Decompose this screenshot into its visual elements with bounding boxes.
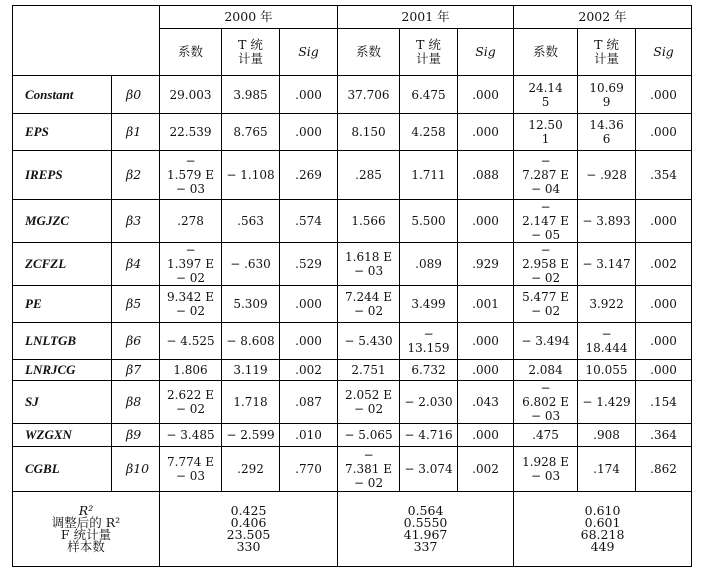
beta-symbol: β4 (112, 243, 160, 286)
sig-value: .000 (458, 114, 514, 151)
sig-value: .574 (280, 200, 338, 243)
year-header-row (13, 6, 692, 29)
t-stat-value: .563 (222, 200, 280, 243)
t-stat-value: 3.922 (578, 286, 636, 323)
sig-value: .010 (280, 424, 338, 447)
coef-value: − 2.147 E − 05 (514, 200, 578, 243)
coef-value: 1.618 E − 03 (338, 243, 400, 286)
t-stat-value: 10.055 (578, 360, 636, 381)
table-row (13, 151, 692, 200)
variable-name: WZGXN (13, 424, 112, 447)
corner-cell (13, 6, 160, 76)
sig-value: .002 (458, 447, 514, 492)
t-stat-header: T 统 计量 (578, 29, 636, 76)
t-stat-value: − 2.599 (222, 424, 280, 447)
sig-value: .000 (458, 76, 514, 114)
coef-value: 2.622 E − 02 (160, 381, 222, 424)
sig-value: .000 (636, 323, 692, 360)
beta-symbol: β9 (112, 424, 160, 447)
sig-value: .002 (280, 360, 338, 381)
table-row (13, 323, 692, 360)
coef-value: 1.928 E − 03 (514, 447, 578, 492)
beta-symbol: β7 (112, 360, 160, 381)
sig-value: .000 (636, 76, 692, 114)
sig-value: .000 (636, 200, 692, 243)
t-stat-value: .174 (578, 447, 636, 492)
table-row (13, 200, 692, 243)
t-stat-value: − 1.108 (222, 151, 280, 200)
sig-value: .043 (458, 381, 514, 424)
sig-value: .001 (458, 286, 514, 323)
variable-name: SJ (13, 381, 112, 424)
t-stat-value: 3.119 (222, 360, 280, 381)
year-header-2000: 2000 年 (160, 6, 338, 29)
t-stat-value: 1.718 (222, 381, 280, 424)
coef-value: 9.342 E − 02 (160, 286, 222, 323)
t-stat-value: − 13.159 (400, 323, 458, 360)
sig-value: .000 (458, 360, 514, 381)
beta-symbol: β3 (112, 200, 160, 243)
sig-value: .002 (636, 243, 692, 286)
sig-value: .000 (636, 114, 692, 151)
beta-symbol: β2 (112, 151, 160, 200)
stat-label-f: F 统计量 (60, 527, 112, 542)
variable-name: LNRJCG (13, 360, 112, 381)
stat-label-n: 样本数 (67, 539, 105, 554)
sig-value: .000 (280, 76, 338, 114)
variable-name: ZCFZL (13, 243, 112, 286)
table-row (13, 114, 692, 151)
stat-value: 0.564 (407, 503, 444, 518)
beta-symbol: β1 (112, 114, 160, 151)
coef-value: 12.50 1 (514, 114, 578, 151)
stat-value: 0.406 (230, 515, 267, 530)
table-row (13, 424, 692, 447)
coef-header: 系数 (338, 29, 400, 76)
stat-value: 337 (413, 539, 438, 554)
variable-name: IREPS (13, 151, 112, 200)
stats-labels-cell (13, 492, 160, 567)
beta-symbol: β6 (112, 323, 160, 360)
coef-value: 7.244 E − 02 (338, 286, 400, 323)
t-stat-value: 5.309 (222, 286, 280, 323)
stat-label-adj-r2: 调整后的 R² (51, 515, 121, 530)
coef-value: − 7.287 E − 04 (514, 151, 578, 200)
coef-header: 系数 (514, 29, 578, 76)
sig-value: .000 (458, 424, 514, 447)
stat-value: 0.610 (584, 503, 621, 518)
coef-value: 7.774 E − 03 (160, 447, 222, 492)
sig-value: .000 (458, 200, 514, 243)
t-stat-value: 6.732 (400, 360, 458, 381)
sig-value: .000 (636, 286, 692, 323)
stat-value: 68.218 (580, 527, 625, 542)
table-row (13, 76, 692, 114)
t-stat-value: 10.69 9 (578, 76, 636, 114)
sig-value: .000 (280, 323, 338, 360)
variable-name: Constant (13, 76, 112, 114)
coef-value: .475 (514, 424, 578, 447)
year-header-2002: 2002 年 (514, 6, 692, 29)
coef-value: − 1.579 E − 03 (160, 151, 222, 200)
stat-value: 0.5550 (403, 515, 448, 530)
coef-value: 1.806 (160, 360, 222, 381)
coef-value: 2.084 (514, 360, 578, 381)
coef-header: 系数 (160, 29, 222, 76)
t-stat-value: 4.258 (400, 114, 458, 151)
coef-value: − 5.065 (338, 424, 400, 447)
beta-symbol: β0 (112, 76, 160, 114)
coef-value: 8.150 (338, 114, 400, 151)
stats-2002-cell (514, 492, 692, 567)
sig-value: .088 (458, 151, 514, 200)
coef-value: 2.751 (338, 360, 400, 381)
coef-value: 1.566 (338, 200, 400, 243)
t-stat-value: − 3.893 (578, 200, 636, 243)
coef-value: − 3.485 (160, 424, 222, 447)
stat-value: 330 (236, 539, 261, 554)
coef-value: 5.477 E − 02 (514, 286, 578, 323)
sig-header: Sig (636, 29, 692, 76)
sig-value: .000 (280, 114, 338, 151)
sig-value: .154 (636, 381, 692, 424)
coef-value: 37.706 (338, 76, 400, 114)
t-stat-value: − 3.147 (578, 243, 636, 286)
variable-name: MGJZC (13, 200, 112, 243)
coef-value: 29.003 (160, 76, 222, 114)
table-row (13, 286, 692, 323)
t-stat-value: 3.985 (222, 76, 280, 114)
t-stat-value: 6.475 (400, 76, 458, 114)
sig-value: .354 (636, 151, 692, 200)
t-stat-value: − 3.074 (400, 447, 458, 492)
t-stat-header: T 统 计量 (222, 29, 280, 76)
sig-value: .770 (280, 447, 338, 492)
summary-stats-row (13, 492, 692, 567)
coef-value: 22.539 (160, 114, 222, 151)
coef-value: 2.052 E − 02 (338, 381, 400, 424)
table-row (13, 360, 692, 381)
t-stat-value: − 18.444 (578, 323, 636, 360)
variable-name: EPS (13, 114, 112, 151)
sig-header: Sig (458, 29, 514, 76)
coef-value: − 3.494 (514, 323, 578, 360)
stat-value: 449 (590, 539, 615, 554)
table-row (13, 447, 692, 492)
t-stat-value: − 4.716 (400, 424, 458, 447)
t-stat-value: 5.500 (400, 200, 458, 243)
t-stat-value: 3.499 (400, 286, 458, 323)
coef-value: − 5.430 (338, 323, 400, 360)
t-stat-value: .292 (222, 447, 280, 492)
stat-label-r2: R² (78, 503, 94, 518)
sig-value: .000 (280, 286, 338, 323)
stats-2001-cell (338, 492, 514, 567)
table-body (13, 76, 692, 492)
regression-table (12, 5, 692, 567)
table-row (13, 243, 692, 286)
beta-symbol: β10 (112, 447, 160, 492)
stat-value: 41.967 (403, 527, 448, 542)
stats-2000-cell (160, 492, 338, 567)
t-stat-value: − .928 (578, 151, 636, 200)
sig-value: .529 (280, 243, 338, 286)
sig-header: Sig (280, 29, 338, 76)
sig-value: .862 (636, 447, 692, 492)
coef-value: 24.14 5 (514, 76, 578, 114)
coef-value: − 6.802 E − 03 (514, 381, 578, 424)
coef-value: − 7.381 E − 02 (338, 447, 400, 492)
coef-value: − 1.397 E − 02 (160, 243, 222, 286)
coef-value: .285 (338, 151, 400, 200)
t-stat-value: 14.36 6 (578, 114, 636, 151)
stat-value: 0.601 (584, 515, 621, 530)
beta-symbol: β8 (112, 381, 160, 424)
sig-value: .087 (280, 381, 338, 424)
sig-value: .000 (458, 323, 514, 360)
variable-name: LNLTGB (13, 323, 112, 360)
t-stat-value: .908 (578, 424, 636, 447)
t-stat-value: − 2.030 (400, 381, 458, 424)
t-stat-value: − 8.608 (222, 323, 280, 360)
sig-value: .364 (636, 424, 692, 447)
coef-value: − 2.958 E − 02 (514, 243, 578, 286)
stat-value: 23.505 (226, 527, 271, 542)
sig-value: .269 (280, 151, 338, 200)
stat-value: 0.425 (230, 503, 267, 518)
regression-table-container (12, 5, 692, 567)
sig-value: .000 (636, 360, 692, 381)
beta-symbol: β5 (112, 286, 160, 323)
coef-value: − 4.525 (160, 323, 222, 360)
t-stat-value: 8.765 (222, 114, 280, 151)
variable-name: PE (13, 286, 112, 323)
coef-value: .278 (160, 200, 222, 243)
sig-value: .929 (458, 243, 514, 286)
t-stat-value: − 1.429 (578, 381, 636, 424)
variable-name: CGBL (13, 447, 112, 492)
t-stat-value: .089 (400, 243, 458, 286)
year-header-2001: 2001 年 (338, 6, 514, 29)
t-stat-header: T 统 计量 (400, 29, 458, 76)
t-stat-value: 1.711 (400, 151, 458, 200)
t-stat-value: − .630 (222, 243, 280, 286)
table-row (13, 381, 692, 424)
